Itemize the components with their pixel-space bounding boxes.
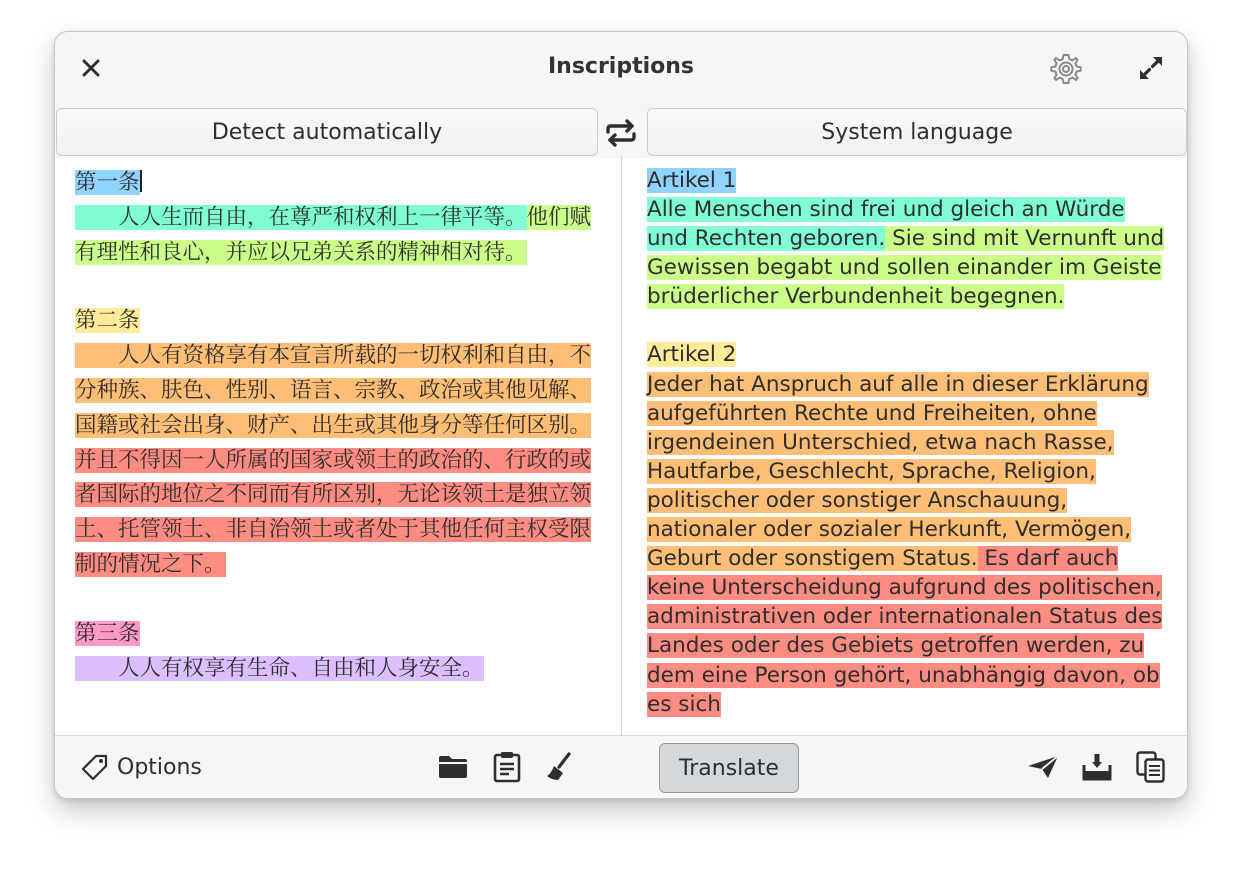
paragraph bbox=[75, 304, 595, 582]
header-bar bbox=[55, 32, 1187, 106]
share-button[interactable] bbox=[1025, 749, 1061, 785]
settings-button[interactable] bbox=[1048, 51, 1084, 87]
paragraph bbox=[75, 166, 595, 270]
language-bar bbox=[55, 106, 1187, 158]
source-language-button[interactable]: Detect automatically bbox=[56, 108, 598, 156]
translation-text-area bbox=[647, 166, 1167, 719]
paste-icon bbox=[493, 751, 521, 783]
text-segment: Es darf auch keine Unterscheidung aufgrund des politischen, administrativen oder internationalen Status des Landes oder des Gebiets getroffen werden, zu dem eine Person gehört, unabhängig davon, ob es sich bbox=[647, 546, 1163, 717]
paragraph bbox=[75, 617, 595, 687]
article-heading: Artikel 2 bbox=[647, 342, 737, 368]
clear-button[interactable] bbox=[541, 749, 577, 785]
text-caret bbox=[140, 170, 142, 192]
swap-arrows-icon bbox=[604, 118, 638, 148]
send-icon bbox=[1027, 754, 1059, 780]
source-text-pane[interactable] bbox=[55, 155, 621, 735]
text-segment: 人人有权享有生命、自由和人身安全。 bbox=[75, 655, 484, 681]
save-download-icon bbox=[1082, 753, 1112, 781]
expand-icon bbox=[1138, 55, 1164, 81]
text-segment: 人人生而自由，在尊严和权利上一律平等。 bbox=[75, 204, 527, 230]
translate-button[interactable]: Translate bbox=[659, 743, 799, 793]
text-segment: Jeder hat Anspruch auf alle in dieser Erklärung aufgeführten Rechte und Freiheiten, ohne irgendeinen Unterschied, etwa nach Rasse, Hautfarbe, Geschlecht, Sprache, Religion, politischer oder sonstiger Anschauung, nationaler oder sozialer Herkunft, Vermögen, Geburt oder sonstigem Status. bbox=[647, 371, 1149, 572]
text-segment: Alle Menschen sind frei und gleich an Würde und Rechten geboren. bbox=[647, 197, 1125, 252]
source-text-area[interactable] bbox=[75, 166, 595, 686]
save-button[interactable] bbox=[1079, 749, 1115, 785]
article-heading: 第三条 bbox=[75, 620, 140, 646]
options-button[interactable] bbox=[81, 750, 202, 784]
paragraph bbox=[647, 166, 1167, 311]
text-segment: 人人有资格享有本宣言所载的一切权利和自由，不分种族、肤色、性别、语言、宗教、政治或其他见解、国籍或社会出身、财产、出生或其他身分等任何区别。 bbox=[75, 343, 592, 438]
text-segment: 并且不得因一人所属的国家或领土的政治的、行政的或者国际的地位之不同而有所区别，无论该领土是独立领土、托管领土、非自治领土或者处于其他任何主权受限制的情况之下。 bbox=[75, 447, 592, 577]
expand-button[interactable] bbox=[1135, 52, 1167, 84]
swap-languages-button[interactable] bbox=[600, 112, 642, 154]
article-heading: Artikel 1 bbox=[647, 168, 737, 193]
text-segment: 他们赋有理性和良心，并应以兄弟关系的精神相对待。 bbox=[75, 204, 592, 265]
tag-icon bbox=[81, 753, 109, 781]
target-language-button[interactable]: System language bbox=[647, 108, 1187, 156]
open-file-button[interactable] bbox=[435, 749, 471, 785]
text-segment: Sie sind mit Vernunft und Gewissen begabt und sollen einander im Geiste brüderlicher Verbundenheit begegnen. bbox=[647, 226, 1165, 310]
options-label: Options bbox=[117, 754, 202, 780]
copy-icon bbox=[1136, 751, 1166, 783]
paragraph bbox=[647, 340, 1167, 718]
app-window bbox=[54, 31, 1188, 799]
clear-brush-icon bbox=[545, 752, 573, 782]
folder-icon bbox=[438, 754, 468, 780]
article-heading: 第一条 bbox=[75, 170, 140, 195]
article-heading: 第二条 bbox=[75, 308, 140, 334]
footer-bar bbox=[55, 735, 1187, 799]
translation-pane bbox=[622, 155, 1187, 735]
paste-button[interactable] bbox=[489, 749, 525, 785]
gear-icon bbox=[1049, 52, 1083, 86]
copy-button[interactable] bbox=[1133, 749, 1169, 785]
window-title: Inscriptions bbox=[547, 54, 695, 79]
